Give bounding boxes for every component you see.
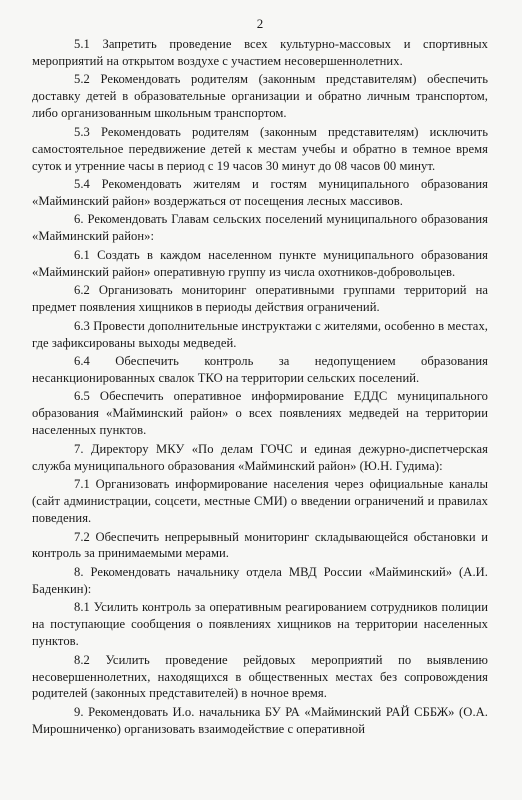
paragraph-6-1: 6.1 Создать в каждом населенном пункте муниципального образования «Майминский район» оперативную группу из числа охотников-добровольцев. bbox=[32, 247, 488, 279]
paragraph-8-1: 8.1 Усилить контроль за оперативным реагированием сотрудников полиции на поступающие сообщения о появлениях хищников на территории населенных пунктов. bbox=[32, 600, 488, 649]
paragraph-7: 7. Директору МКУ «По делам ГОЧС и единая дежурно-диспетчерская служба муниципального образования «Майминский район» (Ю.Н. Гудима): bbox=[32, 441, 488, 473]
paragraph-5-4: 5.4 Рекомендовать жителям и гостям муниципального образования «Майминский район» воздержаться от посещения лесных массивов. bbox=[32, 177, 488, 208]
paragraph-9: 9. Рекомендовать И.о. начальника БУ РА «Майминский РАЙ СББЖ» (О.А. Мирошниченко) организовать взаимодействие с оперативной bbox=[32, 704, 488, 736]
paragraph-8-2: 8.2 Усилить проведение рейдовых мероприятий по выявлению несовершеннолетних, находящихся в общественных местах без сопровождения родителей (законных представителей) в ночное время. bbox=[32, 652, 488, 701]
page-number: 2 bbox=[256, 16, 264, 31]
paragraph-8: 8. Рекомендовать начальнику отдела МВД России «Майминский» (А.И. Баденкин): bbox=[32, 564, 488, 596]
paragraph-7-1: 7.1 Организовать информирование населения через официальные каналы (сайт администрации, соцсети, местные СМИ) о введении ограничений и правилах поведения. bbox=[32, 477, 488, 525]
paragraph-5-1: 5.1 Запретить проведение всех культурно-массовых и спортивных мероприятий на открытом воздухе с участием несовершеннолетних. bbox=[32, 37, 488, 68]
paragraph-6: 6. Рекомендовать Главам сельских поселений муниципального образования «Майминский район»: bbox=[32, 212, 488, 244]
paragraph-6-5: 6.5 Обеспечить оперативное информирование ЕДДС муниципального образования «Майминский район» о всех появлениях медведей на территории населенных пунктов. bbox=[32, 389, 488, 438]
paragraph-6-2: 6.2 Организовать мониторинг оперативными группами территорий на предмет появления хищников в периоды действия ограничений. bbox=[32, 283, 488, 315]
paragraph-7-2: 7.2 Обеспечить непрерывный мониторинг складывающейся обстановки и контроль за принимаемыми мерами. bbox=[32, 529, 488, 561]
paragraph-6-3: 6.3 Провести дополнительные инструктажи с жителями, особенно в местах, где зафиксированы выходы медведей. bbox=[32, 318, 488, 350]
paragraph-6-4: 6.4 Обеспечить контроль за недопущением образования несанкционированных свалок ТКО на территории сельских поселений. bbox=[32, 354, 488, 385]
paragraph-5-3: 5.3 Рекомендовать родителям (законным представителям) исключить самостоятельное передвижение детей к местам учебы и обратно в темное время суток и утренние часы в период с 19 часов 30 минут до 08 часов 00 минут. bbox=[32, 124, 488, 173]
paragraph-5-2: 5.2 Рекомендовать родителям (законным представителям) обеспечить доставку детей в образовательные организации и обратно личным транспортом, либо организованным школьным транспортом. bbox=[32, 72, 488, 121]
